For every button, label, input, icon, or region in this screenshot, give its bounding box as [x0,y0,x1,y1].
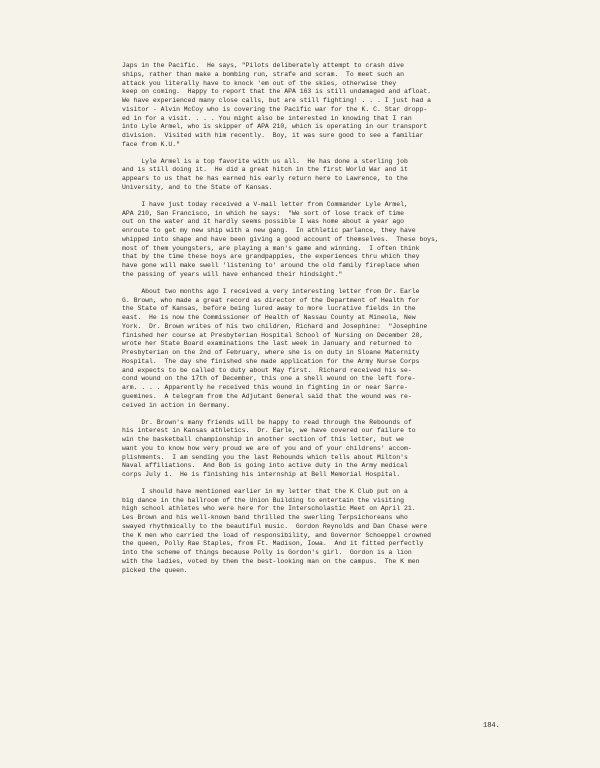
text-line: Naval affiliations. And Bob is going into active duty in the Army medical [122,462,408,470]
text-line: whipped into shape and have been giving a good account of themselves. These boys, [122,235,439,243]
text-line: guemines. A telegram from the Adjutant General said that the wound was re- [122,392,412,400]
text-line: out on the water and it hardly seems possible I was home about a year ago [122,218,405,226]
text-line: About two months ago I received a very interesting letter from Dr. Earle [122,287,420,295]
text-line: have gone will make swell 'listening to' around the old family fireplace when [122,262,420,270]
text-line: visitor - Alvin McCoy who is covering the Pacific war for the K. C. Star dropp- [122,105,428,113]
text-line: arm. . . . Apparently he received this wound in fighting in or near Sarre- [122,384,408,392]
paragraph-3 [122,201,526,280]
text-line: the passing of years will have enhanced their hindsight." [122,270,343,278]
text-line: high school athletes who were here for the Interscholastic Meet on April 21. [122,505,416,513]
page-number: 184. [483,722,500,730]
text-line: want you to know how very proud we are of you and of your childrens' accom- [122,444,412,452]
paragraph-4 [122,288,526,411]
text-line: appears to us that he has earned his early return here to Lawrence, to the [122,175,408,183]
text-line: University, and to the State of Kansas. [122,183,273,191]
text-line: I have just today received a V-mail letter from Commander Lyle Armel, [122,200,408,208]
text-line: face from K.U." [122,140,180,148]
text-line: APA 210, San Francisco, in which he says: "We sort of lose track of time [122,209,405,217]
text-line: G. Brown, who made a great record as director of the Department of Health for [122,296,420,304]
text-line: wrote her State Board examinations the last week in January and returned to [122,340,412,348]
text-line: ed in for a visit. . . . You might also be interested in knowing that I ran [122,114,412,122]
text-line: Les Brown and his well-known band thrilled the swerling Terpsichoreans who [122,514,408,522]
text-line: swayed rhythmically to the beautiful music. Gordon Reynolds and Dan Chase were [122,522,428,530]
text-line: with the ladies, voted by them the best-looking man on the campus. The K men [122,557,420,565]
text-line: corps July 1. He is finishing his internship at Bell Memorial Hospital. [122,471,401,478]
text-line: the State of Kansas, before being lured away to more lucrative fields in the [122,305,416,313]
paragraph-6 [122,488,526,576]
text-line: Lyle Armel is a top favorite with us all. He has done a sterling job [122,157,408,165]
text-line: enroute to get my new ship with a new gang. In athletic parlance, they have [122,227,416,235]
text-line: the queen, Polly Rae Staples, from Ft. Madison, Iowa. And it fitted perfectly [122,540,424,548]
text-line: win the basketball championship in another section of this letter, but we [122,436,405,443]
paragraph-2 [122,158,526,193]
text-line: the K men who carried the load of responsibility, and Governor Schoeppel crowned [122,531,432,539]
text-line: Hospital. The day she finished she made application for the Army Nurse Corps [122,357,420,365]
text-line: into the scheme of things because Polly is Gordon's girl. Gordon is a lion [122,549,412,557]
text-line: Presbyterian on the 2nd of February, where she is on duty in Sloane Maternity [122,349,420,357]
text-line: I should have mentioned earlier in my letter that the K Club put on a [122,487,408,495]
text-line: finished her course at Presbyterian Hospital School of Nursing on December 20, [122,331,424,339]
text-line: his interest in Kansas athletics. Dr. Earle, we have covered our failure to [122,427,416,435]
text-line: keep on coming. Happy to report that the APA 163 is still undamaged and afloat. [122,88,432,96]
text-line: picked the queen. [122,566,188,574]
text-line: into Lyle Armel, who is skipper of APA 210, which is operating in our transport [122,123,428,131]
text-line: cond wound on the 17th of December, this one a shell wound on the left fore- [122,375,416,383]
text-line: big dance in the ballroom of the Union Building to entertain the visiting [122,496,405,504]
text-line: York. Dr. Brown writes of his two children, Richard and Josephine: "Josephine [122,322,428,330]
text-line: We have experienced many close calls, but are still fighting! . . . I just had a [122,97,432,104]
text-line: that by the time these boys are grandpappies, the experiences thru which they [122,253,420,261]
text-line: Dr. Brown's many friends will be happy to read through the Rebounds of [122,418,412,426]
text-line: plishments. I am sending you the last Rebounds which tells about Milton's [122,453,408,461]
text-line: division. Visited with him recently. Boy, it was sure good to see a familiar [122,132,424,139]
text-line: most of them youngsters, are playing a man's game and winning. I often think [122,244,420,252]
text-line: Japs in the Pacific. He says, "Pilots deliberately attempt to crash dive [122,62,405,69]
text-line: and is still doing it. He did a great hitch in the first World War and it [122,166,408,174]
paragraph-5 [122,419,526,480]
text-line: east. He is now the Commissioner of Health of Nassau County at Mineola, New [122,314,416,322]
text-line: ceived in action in Germany. [122,401,231,409]
letter-body [122,62,526,584]
text-line: and expects to be called to duty about May first. Richard received his se- [122,366,412,374]
text-line: attack you literally have to knock 'em out of the skies, otherwise they [122,79,397,87]
paragraph-1 [122,62,526,150]
text-line: ships, rather than make a bombing run, strafe and scram. To meet such an [122,70,405,78]
